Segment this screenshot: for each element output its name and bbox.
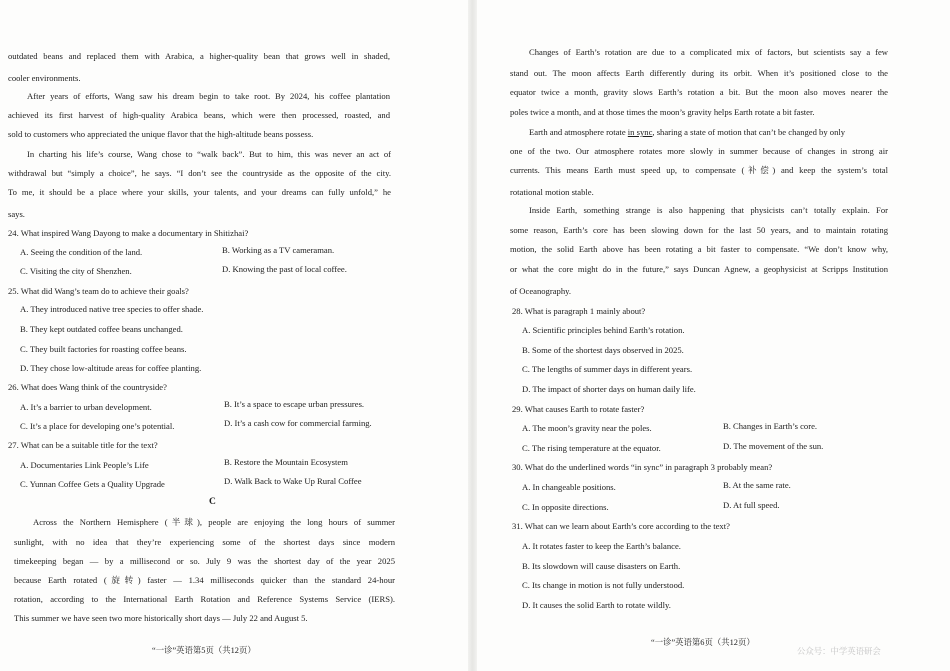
question-option: B. It’s a space to escape urban pressures. xyxy=(224,399,365,409)
text-line: This summer we have seen two more historically short days — July 22 and August 5. xyxy=(14,613,308,623)
question-stem: 24. What inspired Wang Dayong to make a documentary in Shitizhai? xyxy=(8,228,249,238)
question-option: B. They kept outdated coffee beans unchanged. xyxy=(20,324,183,334)
question-option: D. It causes the solid Earth to rotate wildly. xyxy=(522,600,671,610)
question-option: B. Working as a TV cameraman. xyxy=(222,245,335,255)
question-stem: 31. What can we learn about Earth’s core according to the text? xyxy=(512,521,730,531)
question-option: C. In opposite directions. xyxy=(522,502,609,512)
question-option: A. It’s a barrier to urban development. xyxy=(20,402,152,412)
text-line: because Earth rotated (旋转) faster — 1.34 milliseconds quicker than the standard 24-hour xyxy=(14,575,395,585)
right-page xyxy=(475,0,950,671)
question-option: C. Yunnan Coffee Gets a Quality Upgrade xyxy=(20,479,165,489)
left-page xyxy=(0,0,470,671)
question-option: D. Walk Back to Wake Up Rural Coffee xyxy=(224,476,362,486)
question-option: A. Seeing the condition of the land. xyxy=(20,247,143,257)
text-line: rotational motion stable. xyxy=(510,187,594,197)
question-option: C. The rising temperature at the equator. xyxy=(522,443,661,453)
question-stem: 28. What is paragraph 1 mainly about? xyxy=(512,306,646,316)
text-line: of Oceanography. xyxy=(510,286,572,296)
text-fragment: Earth and atmosphere rotate xyxy=(529,127,628,137)
text-line: Inside Earth, something strange is also happening that physicists can’t totally explain. For xyxy=(529,205,888,215)
question-stem: 25. What did Wang’s team do to achieve their goals? xyxy=(8,286,189,296)
text-line: one of the two. Our atmosphere rotates more slowly in summer because of changes in strong air xyxy=(510,146,888,156)
page-footer: “一诊”英语第5页（共12页） xyxy=(152,646,256,655)
text-line: or what the core might do in the future,” says Duncan Agnew, a geophysicist at Scripps Institution xyxy=(510,264,888,274)
question-option: A. It rotates faster to keep the Earth’s balance. xyxy=(522,541,681,551)
text-line: some reason, Earth’s core has been slowing down for the last 50 years, and to maintain rotating xyxy=(510,225,888,235)
question-option: C. Visiting the city of Shenzhen. xyxy=(20,266,132,276)
underlined-phrase: in sync xyxy=(627,127,653,137)
question-option: D. They chose low-altitude areas for coffee planting. xyxy=(20,363,202,373)
text-line: sold to customers who appreciated the unique flavor that the high-altitude beans possess. xyxy=(8,129,314,139)
watermark-text: 公众号：中学英语研会 xyxy=(797,646,881,656)
text-line: currents. This means Earth must speed up, to compensate (补偿) and keep the system’s total xyxy=(510,165,888,175)
question-option: D. At full speed. xyxy=(723,500,780,510)
question-option: D. The movement of the sun. xyxy=(723,441,824,451)
question-option: B. Its slowdown will cause disasters on Earth. xyxy=(522,561,681,571)
question-option: A. They introduced native tree species to offer shade. xyxy=(20,304,204,314)
question-option: C. The lengths of summer days in different years. xyxy=(522,364,693,374)
question-option: A. In changeable positions. xyxy=(522,482,616,492)
text-line: Across the Northern Hemisphere (半球), people are enjoying the long hours of summer xyxy=(33,517,395,527)
text-line: poles twice a month, and at those times the moon’s gravity helps Earth rotate a bit faster. xyxy=(510,107,815,117)
question-option: D. It’s a cash cow for commercial farming. xyxy=(224,418,372,428)
question-stem: 30. What do the underlined words “in sync” in paragraph 3 probably mean? xyxy=(512,462,773,472)
question-option: B. At the same rate. xyxy=(723,480,791,490)
page-footer: “一诊”英语第6页（共12页） xyxy=(651,638,755,647)
text-line: outdated beans and replaced them with Arabica, a higher-quality bean that grows well in shaded, xyxy=(8,51,390,61)
text-line: withdrawal but “simply a choice”, he says. “I don’t see the countryside as the opposite of the city. xyxy=(8,168,391,178)
text-line: achieved its first harvest of high-quality Arabica beans, which were then processed, roasted, and xyxy=(8,110,390,120)
text-line: says. xyxy=(8,209,25,219)
question-option: B. Some of the shortest days observed in 2025. xyxy=(522,345,684,355)
question-option: A. The moon’s gravity near the poles. xyxy=(522,423,652,433)
question-option: B. Changes in Earth’s core. xyxy=(723,421,818,431)
text-line: rotation, according to the International Earth Rotation and Reference Systems Service (IERS). xyxy=(14,594,395,604)
question-option: C. It’s a place for developing one’s potential. xyxy=(20,421,175,431)
question-option: C. They built factories for roasting coffee beans. xyxy=(20,344,187,354)
text-line xyxy=(529,127,845,138)
section-label: C xyxy=(209,497,216,507)
question-stem: 27. What can be a suitable title for the text? xyxy=(8,440,158,450)
question-option: D. The impact of shorter days on human daily life. xyxy=(522,384,696,394)
question-option: A. Documentaries Link People’s Life xyxy=(20,460,149,470)
text-line: motion, the solid Earth above has been rotating a bit faster to compensate. “We don’t know why, xyxy=(510,244,888,254)
text-line: sunlight, with no idea that they’re experiencing some of the shortest days since modern xyxy=(14,537,395,547)
question-option: A. Scientific principles behind Earth’s rotation. xyxy=(522,325,685,335)
text-line: Changes of Earth’s rotation are due to a complicated mix of factors, but scientists say a few xyxy=(529,47,888,57)
question-option: B. Restore the Mountain Ecosystem xyxy=(224,457,348,467)
text-line: timekeeping began — by a millisecond or so. July 9 was the shortest day of the year 2025 xyxy=(14,556,395,566)
text-line: cooler environments. xyxy=(8,73,81,83)
text-line: equator twice a month, gravity slows Earth’s rotation a bit. But the moon also moves nearer the xyxy=(510,87,888,97)
text-line: In charting his life’s course, Wang chose to “walk back”. But to him, this was never an act of xyxy=(27,149,391,159)
text-line: stand out. The moon affects Earth differently during its orbit. When it’s positioned close to the xyxy=(510,68,888,78)
text-line: After years of efforts, Wang saw his dream begin to take root. By 2024, his coffee plantation xyxy=(27,91,390,101)
text-fragment: , sharing a state of motion that can’t be changed by only xyxy=(652,127,846,137)
question-option: C. Its change in motion is not fully understood. xyxy=(522,580,685,590)
question-option: D. Knowing the past of local coffee. xyxy=(222,264,347,274)
question-stem: 26. What does Wang think of the countryside? xyxy=(8,382,167,392)
question-stem: 29. What causes Earth to rotate faster? xyxy=(512,404,645,414)
text-line: To me, it should be a place where your skills, your talents, and your dreams can fully unfold,” he xyxy=(8,187,391,197)
